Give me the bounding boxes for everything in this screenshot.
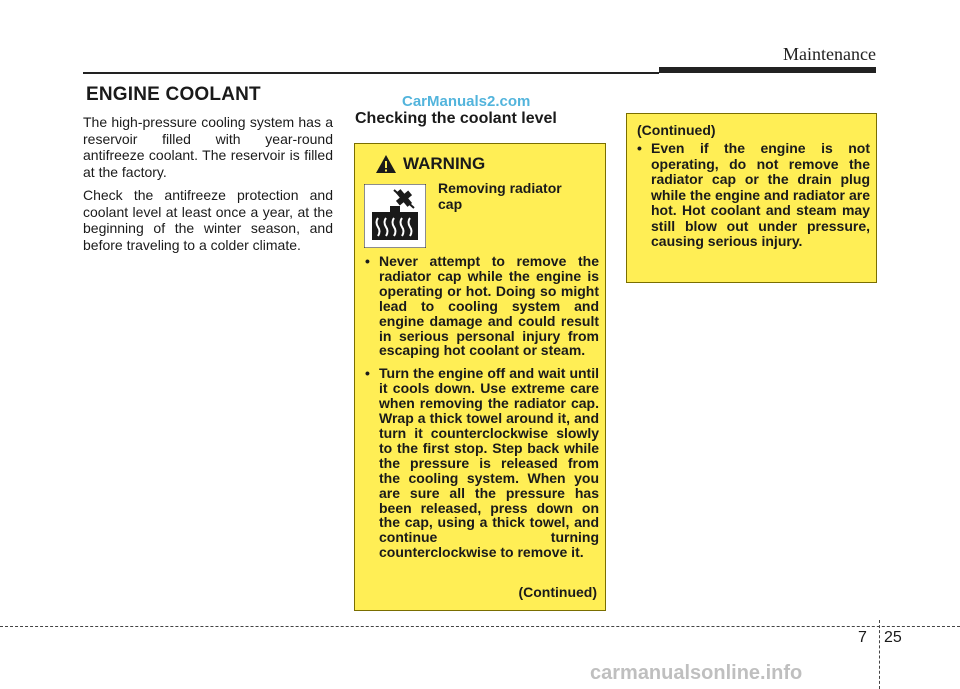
warning-item-1 xyxy=(365,254,599,358)
subheading: Checking the coolant level xyxy=(355,110,557,127)
warning-label: WARNING xyxy=(403,154,486,173)
warning-item-text: Never attempt to remove the radiator cap while the engine is operating or hot. Doing so might lead to cooling system and engine damage and could result in serious personal injury from escaping hot coolant or steam. xyxy=(379,253,599,359)
page-number: 25 xyxy=(884,629,902,646)
intro-paragraph-2: Check the antifreeze protection and coolant level at least once a year, at the beginning of the winter season, and before traveling to a colder climate. xyxy=(83,187,333,253)
bullet: • xyxy=(637,140,642,156)
bullet: • xyxy=(365,365,370,382)
section-header: Maintenance xyxy=(783,44,876,64)
continued-item-text: Even if the engine is not operating, do not remove the radiator cap or the drain plug while the engine and radiator are hot. Hot coolant and steam may still blow out under pressure, causing serious injury. xyxy=(651,140,870,249)
intro-column xyxy=(83,114,333,260)
header-rule-thick xyxy=(659,67,876,73)
warning-triangle-icon xyxy=(375,154,397,174)
bullet: • xyxy=(365,253,370,269)
header-rule-thin xyxy=(83,72,659,74)
warning-item-text: Turn the engine off and wait until it cools down. Use extreme care when removing the radiator cap. Wrap a thick towel around it, and turn it counterclockwise slowly to the first stop. Step back while the pressure is released from the cooling system. When you are sure all the pressure has been released, press down on the cap, using a thick towel, and continue turning counterclockwise to remove it. xyxy=(379,365,599,561)
continued-item-1 xyxy=(637,141,870,250)
footer-dashed-rule xyxy=(0,626,960,627)
warning-box xyxy=(354,143,606,611)
warning-list xyxy=(365,254,599,568)
warning-caption: Removing radiator cap xyxy=(438,180,562,212)
continued-box xyxy=(626,113,877,283)
continued-head: (Continued) xyxy=(637,122,716,138)
warning-item-2 xyxy=(365,366,599,560)
page-chapter: 7 xyxy=(858,629,867,646)
warning-continued: (Continued) xyxy=(518,584,597,600)
continued-list xyxy=(637,141,870,250)
watermark-text: CarManuals2.com xyxy=(402,93,531,110)
radiator-hot-icon xyxy=(364,184,426,248)
warning-header xyxy=(375,154,485,174)
intro-paragraph-1: The high-pressure cooling system has a reservoir filled with year-round antifreeze coolant. The reservoir is filled at the factory. xyxy=(83,114,333,180)
page-title: ENGINE COOLANT xyxy=(86,84,261,105)
footer-divider xyxy=(879,620,880,689)
site-watermark: carmanualsonline.info xyxy=(590,662,803,684)
